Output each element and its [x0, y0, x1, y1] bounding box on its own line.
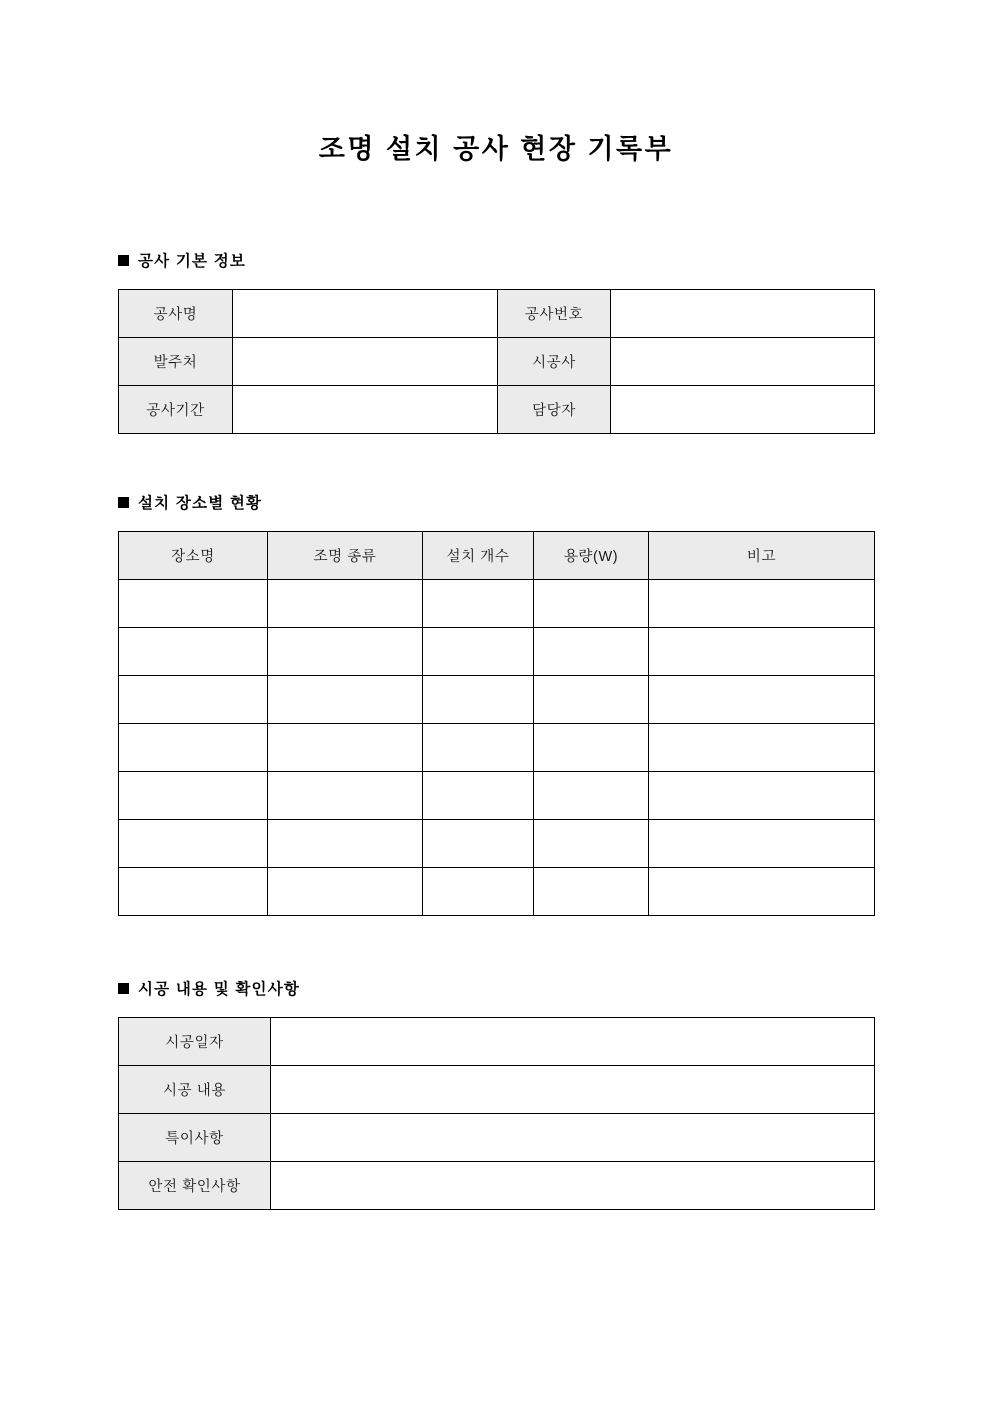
page-title: 조명 설치 공사 현장 기록부 [318, 134, 674, 164]
table-row [119, 1162, 875, 1210]
table-row [119, 628, 875, 676]
cell-remarks[interactable] [649, 628, 875, 676]
filled-square-bullet-icon [118, 497, 129, 508]
cell-location[interactable] [119, 772, 268, 820]
cell-wattage[interactable] [534, 580, 649, 628]
cell-location[interactable] [119, 724, 268, 772]
cell-wattage[interactable] [534, 676, 649, 724]
cell-location[interactable] [119, 628, 268, 676]
cell-light-type[interactable] [268, 868, 423, 916]
cell-remarks[interactable] [649, 868, 875, 916]
table-row [119, 724, 875, 772]
basic-info-table [118, 289, 875, 434]
location-status-table [118, 531, 875, 916]
cell-light-type[interactable] [268, 580, 423, 628]
table-row [119, 1018, 875, 1066]
field-value-project-period[interactable] [233, 386, 498, 434]
cell-remarks[interactable] [649, 580, 875, 628]
table-row [119, 1066, 875, 1114]
cell-install-count[interactable] [423, 628, 534, 676]
field-label-work-content: 시공 내용 [119, 1066, 271, 1114]
cell-remarks[interactable] [649, 676, 875, 724]
cell-light-type[interactable] [268, 628, 423, 676]
cell-location[interactable] [119, 868, 268, 916]
cell-location[interactable] [119, 820, 268, 868]
field-value-contractor[interactable] [611, 338, 875, 386]
table-row [119, 338, 875, 386]
section-heading-basic-info-label: 공사 기본 정보 [138, 253, 247, 271]
field-label-manager: 담당자 [498, 386, 611, 434]
field-label-project-name: 공사명 [119, 290, 233, 338]
table-row [119, 820, 875, 868]
field-value-work-content[interactable] [271, 1066, 875, 1114]
cell-install-count[interactable] [423, 724, 534, 772]
field-label-project-number: 공사번호 [498, 290, 611, 338]
cell-location[interactable] [119, 580, 268, 628]
field-value-manager[interactable] [611, 386, 875, 434]
work-details-table [118, 1017, 875, 1210]
cell-install-count[interactable] [423, 820, 534, 868]
table-row [119, 580, 875, 628]
table-row [119, 386, 875, 434]
column-header-wattage: 용량(W) [534, 532, 649, 580]
field-label-project-period: 공사기간 [119, 386, 233, 434]
cell-install-count[interactable] [423, 676, 534, 724]
cell-wattage[interactable] [534, 628, 649, 676]
section-heading-location-status-label: 설치 장소별 현황 [138, 495, 263, 513]
cell-remarks[interactable] [649, 820, 875, 868]
field-value-client[interactable] [233, 338, 498, 386]
table-row [119, 868, 875, 916]
cell-remarks[interactable] [649, 772, 875, 820]
table-row [119, 772, 875, 820]
field-label-special-notes: 특이사항 [119, 1114, 271, 1162]
location-status-body [119, 580, 875, 916]
cell-wattage[interactable] [534, 820, 649, 868]
cell-light-type[interactable] [268, 820, 423, 868]
field-value-special-notes[interactable] [271, 1114, 875, 1162]
field-value-safety-check[interactable] [271, 1162, 875, 1210]
cell-location[interactable] [119, 676, 268, 724]
section-heading-basic-info [118, 249, 874, 271]
field-label-work-date: 시공일자 [119, 1018, 271, 1066]
table-header-row [119, 532, 875, 580]
section-heading-work-details [118, 977, 874, 999]
column-header-remarks: 비고 [649, 532, 875, 580]
field-label-safety-check: 안전 확인사항 [119, 1162, 271, 1210]
field-label-client: 발주처 [119, 338, 233, 386]
table-row [119, 676, 875, 724]
cell-install-count[interactable] [423, 868, 534, 916]
column-header-light-type: 조명 종류 [268, 532, 423, 580]
cell-light-type[interactable] [268, 724, 423, 772]
field-value-project-name[interactable] [233, 290, 498, 338]
filled-square-bullet-icon [118, 255, 129, 266]
column-header-install-count: 설치 개수 [423, 532, 534, 580]
section-heading-location-status [118, 491, 874, 513]
field-value-work-date[interactable] [271, 1018, 875, 1066]
field-value-project-number[interactable] [611, 290, 875, 338]
section-heading-work-details-label: 시공 내용 및 확인사항 [138, 981, 301, 999]
cell-light-type[interactable] [268, 772, 423, 820]
table-row [119, 290, 875, 338]
cell-wattage[interactable] [534, 772, 649, 820]
cell-wattage[interactable] [534, 868, 649, 916]
column-header-location: 장소명 [119, 532, 268, 580]
cell-install-count[interactable] [423, 772, 534, 820]
cell-install-count[interactable] [423, 580, 534, 628]
cell-wattage[interactable] [534, 724, 649, 772]
field-label-contractor: 시공사 [498, 338, 611, 386]
cell-light-type[interactable] [268, 676, 423, 724]
cell-remarks[interactable] [649, 724, 875, 772]
filled-square-bullet-icon [118, 983, 129, 994]
table-row [119, 1114, 875, 1162]
